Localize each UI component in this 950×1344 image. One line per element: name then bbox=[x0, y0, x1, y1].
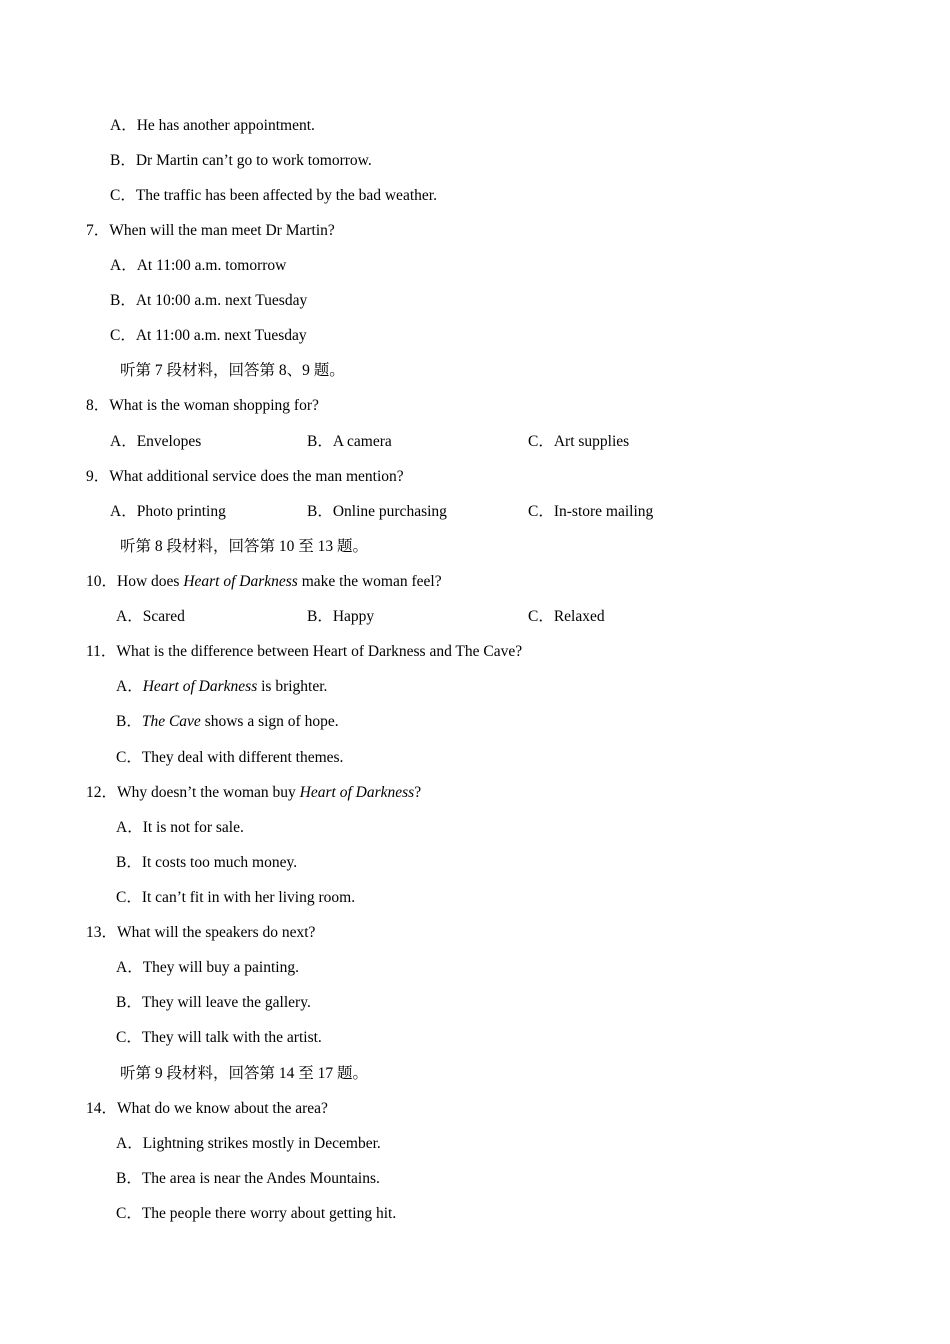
q12-stem-title: Heart of Darkness bbox=[299, 784, 415, 801]
q13-option-a: A．They will buy a painting. bbox=[116, 959, 299, 976]
q11-option-a-title: Heart of Darkness bbox=[142, 678, 258, 695]
q11-option-b-text: shows a sign of hope. bbox=[200, 713, 339, 730]
q13-option-b: B．They will leave the gallery. bbox=[116, 994, 311, 1011]
q6-option-b: B．Dr Martin can’t go to work tomorrow. bbox=[110, 152, 372, 169]
q8-option-a: A．Envelopes bbox=[110, 433, 202, 450]
q12-stem-post: ? bbox=[414, 784, 422, 801]
q7-option-a: A．At 11:00 a.m. tomorrow bbox=[110, 257, 287, 274]
q7-option-b: B．At 10:00 a.m. next Tuesday bbox=[110, 292, 308, 309]
q8-option-b: B．A camera bbox=[307, 433, 392, 450]
q8-option-c: C．Art supplies bbox=[528, 433, 630, 450]
q11-option-a-letter: A． bbox=[116, 678, 143, 695]
q10-stem-post: make the woman feel? bbox=[297, 573, 442, 590]
q11-option-b bbox=[116, 712, 339, 732]
section-8-instruction: 听第 8 段材料，回答第 10 至 13 题。 bbox=[120, 538, 369, 555]
section-9-instruction: 听第 9 段材料，回答第 14 至 17 题。 bbox=[120, 1065, 369, 1082]
q6-option-c: C．The traffic has been affected by the bad weather. bbox=[110, 187, 437, 204]
q12-stem bbox=[86, 783, 421, 803]
q14-option-a: A．Lightning strikes mostly in December. bbox=[116, 1135, 381, 1152]
q12-option-b: B．It costs too much money. bbox=[116, 854, 298, 871]
q10-stem-title: Heart of Darkness bbox=[183, 573, 298, 590]
q11-stem: 11．What is the difference between Heart of Darkness and The Cave? bbox=[86, 643, 523, 660]
q13-stem: 13．What will the speakers do next? bbox=[86, 924, 316, 941]
section-7-instruction: 听第 7 段材料，回答第 8、9 题。 bbox=[120, 362, 345, 379]
q7-option-c: C．At 11:00 a.m. next Tuesday bbox=[110, 327, 307, 344]
q11-option-a-text: is brighter. bbox=[257, 678, 328, 695]
q12-stem-pre: 12．Why doesn’t the woman buy bbox=[86, 784, 300, 801]
q14-option-b: B．The area is near the Andes Mountains. bbox=[116, 1170, 380, 1187]
q12-option-c: C．It can’t fit in with her living room. bbox=[116, 889, 356, 906]
q11-option-b-letter: B． bbox=[116, 713, 142, 730]
q9-stem: 9．What additional service does the man mention? bbox=[86, 468, 404, 485]
q14-option-c: C．The people there worry about getting hit. bbox=[116, 1205, 397, 1222]
q8-stem: 8．What is the woman shopping for? bbox=[86, 397, 319, 414]
q10-option-a: A．Scared bbox=[116, 608, 185, 625]
q11-option-c: C．They deal with different themes. bbox=[116, 749, 344, 766]
q7-stem: 7．When will the man meet Dr Martin? bbox=[86, 222, 335, 239]
q11-option-b-title: The Cave bbox=[141, 713, 201, 730]
q10-stem-pre: 10．How does bbox=[86, 573, 184, 590]
q11-option-a bbox=[116, 677, 327, 697]
q6-option-a: A．He has another appointment. bbox=[110, 117, 315, 134]
q9-option-a: A．Photo printing bbox=[110, 503, 226, 520]
q9-option-b: B．Online purchasing bbox=[307, 503, 447, 520]
q14-stem: 14．What do we know about the area? bbox=[86, 1100, 328, 1117]
q13-option-c: C．They will talk with the artist. bbox=[116, 1029, 322, 1046]
q10-stem bbox=[86, 572, 442, 592]
q10-option-b: B．Happy bbox=[307, 608, 375, 625]
q9-option-c: C．In-store mailing bbox=[528, 503, 654, 520]
q12-option-a: A．It is not for sale. bbox=[116, 819, 244, 836]
q10-option-c: C．Relaxed bbox=[528, 608, 605, 625]
